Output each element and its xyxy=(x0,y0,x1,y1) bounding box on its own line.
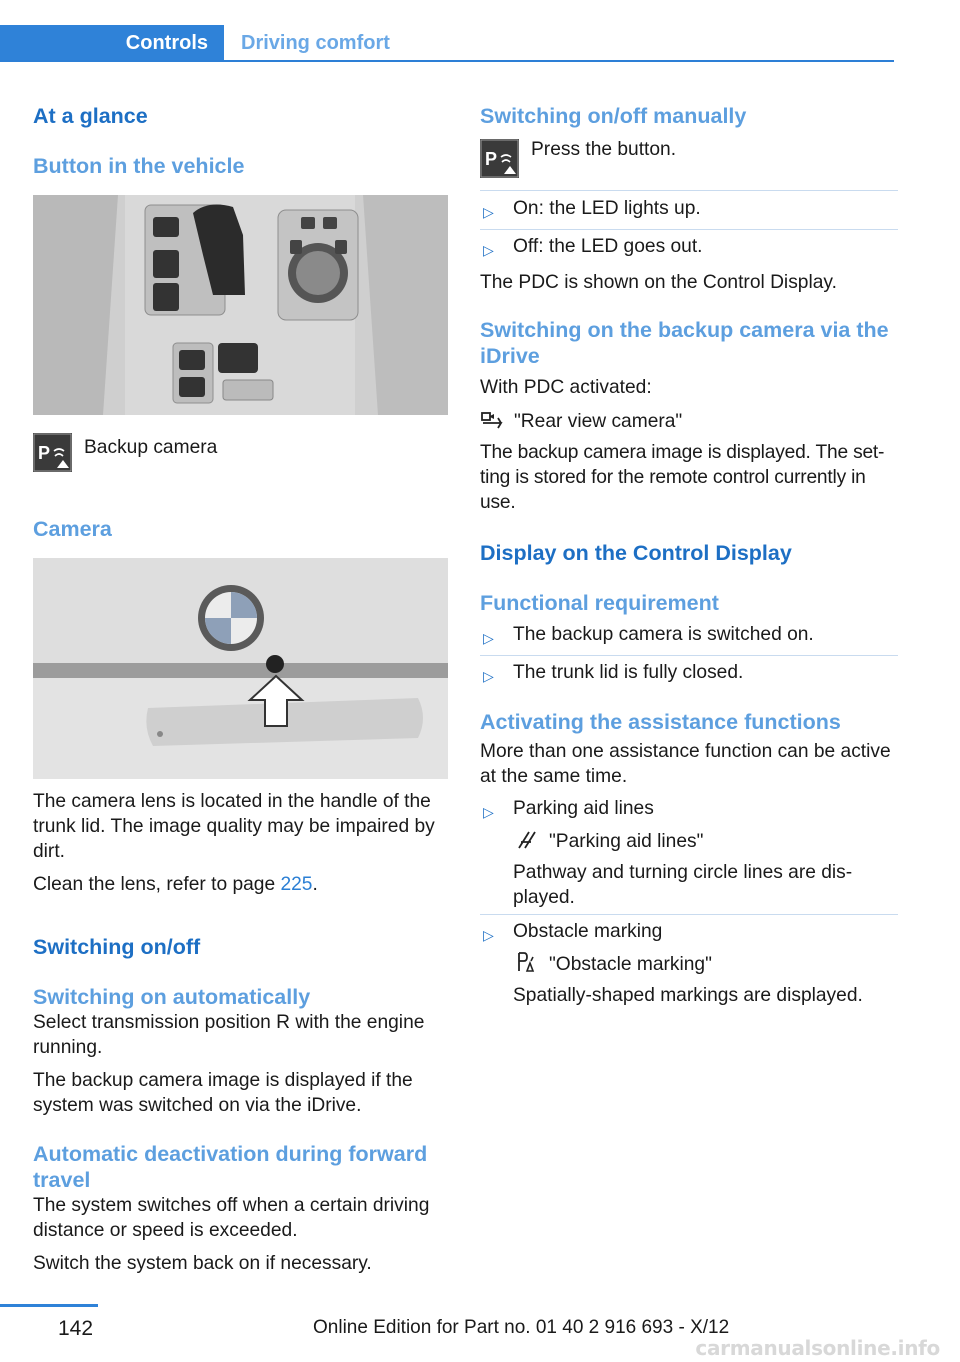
rear-view-camera-icon xyxy=(480,408,504,430)
heading-switching-on-off: Switching on/off xyxy=(33,935,201,959)
heading-at-a-glance: At a glance xyxy=(33,104,148,128)
list-item: ▷ On: the LED lights up. xyxy=(480,191,898,225)
list-item: ▷ Off: the LED goes out. xyxy=(480,230,898,263)
section-tab xyxy=(0,25,224,60)
center-console-photo xyxy=(33,195,448,415)
heading-camera: Camera xyxy=(33,517,112,541)
heading-activating-assistance: Activating the assistance functions xyxy=(480,710,841,734)
list-item: ▷ The backup camera is switched on. xyxy=(480,622,898,651)
press-button-text: Press the button. xyxy=(531,139,677,160)
obstacle-menu-item: "Obstacle marking" xyxy=(513,951,898,977)
svg-text:P: P xyxy=(38,443,51,463)
bullet-triangle-icon: ▷ xyxy=(483,204,494,220)
bullet-triangle-icon: ▷ xyxy=(483,927,494,943)
press-button-row xyxy=(480,139,898,178)
heading-via-idrive: Switching on the backup camera via the iDrive xyxy=(480,318,889,368)
right-column xyxy=(480,100,898,1008)
site-watermark: carmanualsonline.info xyxy=(695,1336,940,1360)
section-title: Controls xyxy=(125,32,208,54)
page-link-225[interactable]: 225 xyxy=(280,874,313,895)
image-displayed-text: The backup camera image is displayed. The set-ting is stored for the remote control currently in use. xyxy=(480,442,885,513)
heading-display-control: Display on the Control Display xyxy=(480,541,792,565)
parking-lines-menu-item: "Parking aid lines" xyxy=(513,828,898,854)
left-column xyxy=(33,100,448,1276)
heading-switching-automatically: Switching on automatically xyxy=(33,985,311,1009)
bullet-triangle-icon: ▷ xyxy=(483,242,494,258)
deactivation-text-2: Switch the system back on if necessary. xyxy=(33,1253,372,1274)
page-header xyxy=(0,25,894,62)
subsection-title: Driving comfort xyxy=(241,32,390,54)
activating-text: More than one assistance function can be active at the same time. xyxy=(480,741,891,787)
parking-aid-lines-icon xyxy=(515,828,539,850)
deactivation-text-1: The system switches off when a certain driving distance or speed is exceeded. xyxy=(33,1195,430,1241)
with-pdc-text: With PDC activated: xyxy=(480,377,652,398)
camera-location-text: The camera lens is located in the handle of the trunk lid. The image quality may be impaired by dirt. xyxy=(33,791,435,862)
list-item: ▷ The trunk lid is fully closed. xyxy=(480,656,898,689)
heading-auto-deactivation: Automatic deactivation during forward travel xyxy=(33,1142,428,1192)
footer-edition: Online Edition for Part no. 01 40 2 916 693 - X/12 xyxy=(313,1317,730,1338)
pdc-camera-button-icon xyxy=(480,139,519,178)
svg-text:P: P xyxy=(485,149,498,169)
backup-camera-button-row xyxy=(33,433,448,472)
page-number: 142 xyxy=(58,1317,94,1340)
bullet-triangle-icon: ▷ xyxy=(483,630,494,646)
footer-accent-line xyxy=(0,1304,98,1307)
heading-button-in-vehicle: Button in the vehicle xyxy=(33,154,245,178)
backup-camera-label: Backup camera xyxy=(84,437,218,458)
trunk-camera-photo xyxy=(33,558,448,779)
pdc-shown-text: The PDC is shown on the Control Display. xyxy=(480,272,837,293)
auto-text-1: Select transmission position R with the engine running. xyxy=(33,1012,425,1058)
pdc-camera-button-icon xyxy=(33,433,72,472)
obstacle-marking-icon xyxy=(515,951,539,973)
clean-lens-text: Clean the lens, refer to page 225. xyxy=(33,874,318,895)
heading-functional-requirement: Functional requirement xyxy=(480,591,719,615)
auto-text-2: The backup camera image is displayed if the system was switched on via the iDrive. xyxy=(33,1070,413,1116)
rear-view-menu-item: "Rear view camera" xyxy=(480,408,898,434)
list-item-parking-aid-lines: ▷ Parking aid lines "Parking aid lines" Pathway and turning circle lines are dis-played. xyxy=(480,796,898,910)
list-item-obstacle-marking: ▷ Obstacle marking "Obstacle marking" Spatially-shaped markings are displayed. xyxy=(480,915,898,1008)
heading-switching-manually: Switching on/off manually xyxy=(480,104,747,128)
bullet-triangle-icon: ▷ xyxy=(483,668,494,684)
bullet-triangle-icon: ▷ xyxy=(483,804,494,820)
